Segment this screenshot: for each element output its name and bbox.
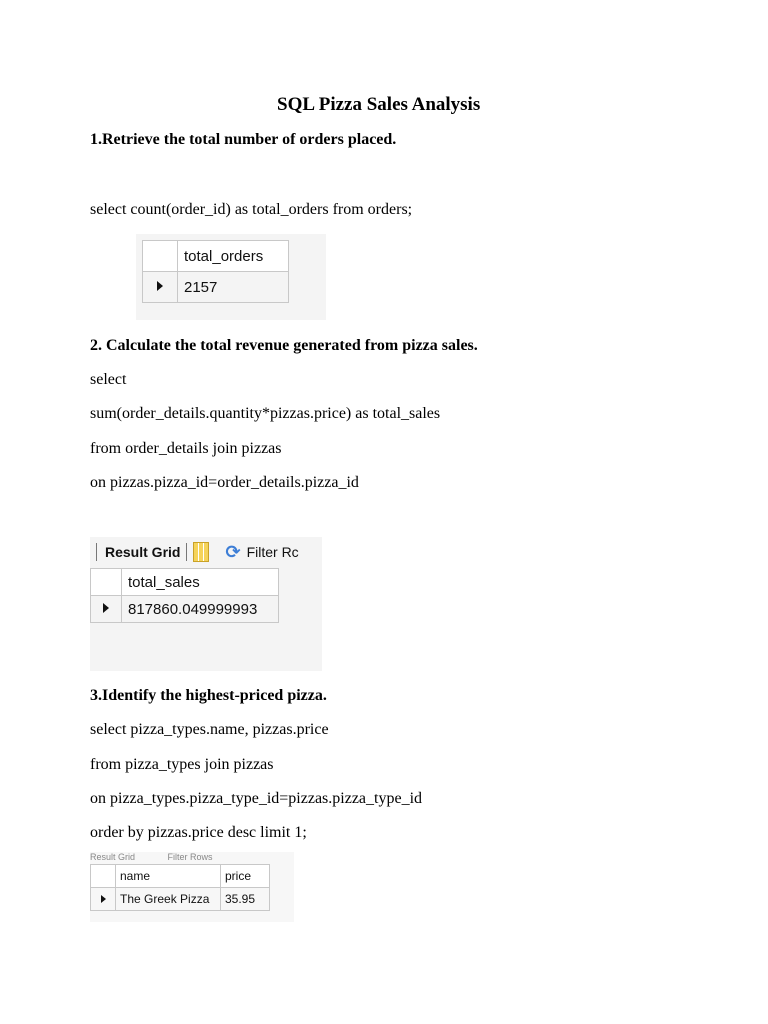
page-title: SQL Pizza Sales Analysis xyxy=(277,94,481,115)
column-header-total-sales[interactable]: total_sales xyxy=(122,569,279,596)
refresh-icon[interactable]: ⟳ xyxy=(225,541,241,562)
q3-heading: 3.Identify the highest-priced pizza. xyxy=(90,687,327,704)
result-cell-price[interactable]: 35.95 xyxy=(221,888,270,911)
q2-query-line: on pizzas.pizza_id=order_details.pizza_id xyxy=(90,474,359,491)
toolbar-divider xyxy=(96,543,97,561)
result-toolbar xyxy=(90,537,322,567)
row-pointer-icon xyxy=(91,888,116,911)
q2-query-line: select xyxy=(90,371,127,388)
q1-query-line: select count(order_id) as total_orders from orders; xyxy=(90,201,413,218)
q2-heading: 2. Calculate the total revenue generated from pizza sales. xyxy=(90,337,478,354)
result-cell-name[interactable]: The Greek Pizza xyxy=(116,888,221,911)
filter-rows-label[interactable]: Filter Rc xyxy=(246,544,299,560)
q2-result-grid xyxy=(90,537,322,671)
column-header-total-orders[interactable]: total_orders xyxy=(178,241,289,272)
q3-result-grid xyxy=(90,852,294,922)
column-header-price[interactable]: price xyxy=(221,865,270,888)
q2-query-line: sum(order_details.quantity*pizzas.price) as total_sales xyxy=(90,405,441,422)
result-grid-tab[interactable]: Result Grid xyxy=(90,852,136,862)
result-grid-tab[interactable]: Result Grid xyxy=(105,544,181,560)
q3-query-line: on pizza_types.pizza_type_id=pizzas.pizza_type_id xyxy=(90,790,423,807)
q3-query-line: from pizza_types join pizzas xyxy=(90,756,274,773)
grid-corner xyxy=(91,865,116,888)
q3-query-line: order by pizzas.price desc limit 1; xyxy=(90,824,307,841)
row-pointer-icon xyxy=(143,272,178,303)
row-pointer-icon xyxy=(91,596,122,623)
grid-view-icon[interactable] xyxy=(193,542,209,562)
filter-rows-label[interactable]: Filter Rows xyxy=(167,852,213,862)
grid-corner xyxy=(143,241,178,272)
q2-query-line: from order_details join pizzas xyxy=(90,440,282,457)
result-toolbar xyxy=(90,852,294,862)
q3-query-line: select pizza_types.name, pizzas.price xyxy=(90,721,329,738)
grid-corner xyxy=(91,569,122,596)
result-cell[interactable]: 2157 xyxy=(178,272,289,303)
q1-heading: 1.Retrieve the total number of orders placed. xyxy=(90,131,397,148)
result-cell[interactable]: 817860.049999993 xyxy=(122,596,279,623)
q1-result-grid xyxy=(136,234,326,320)
toolbar-divider xyxy=(186,543,187,561)
column-header-name[interactable]: name xyxy=(116,865,221,888)
